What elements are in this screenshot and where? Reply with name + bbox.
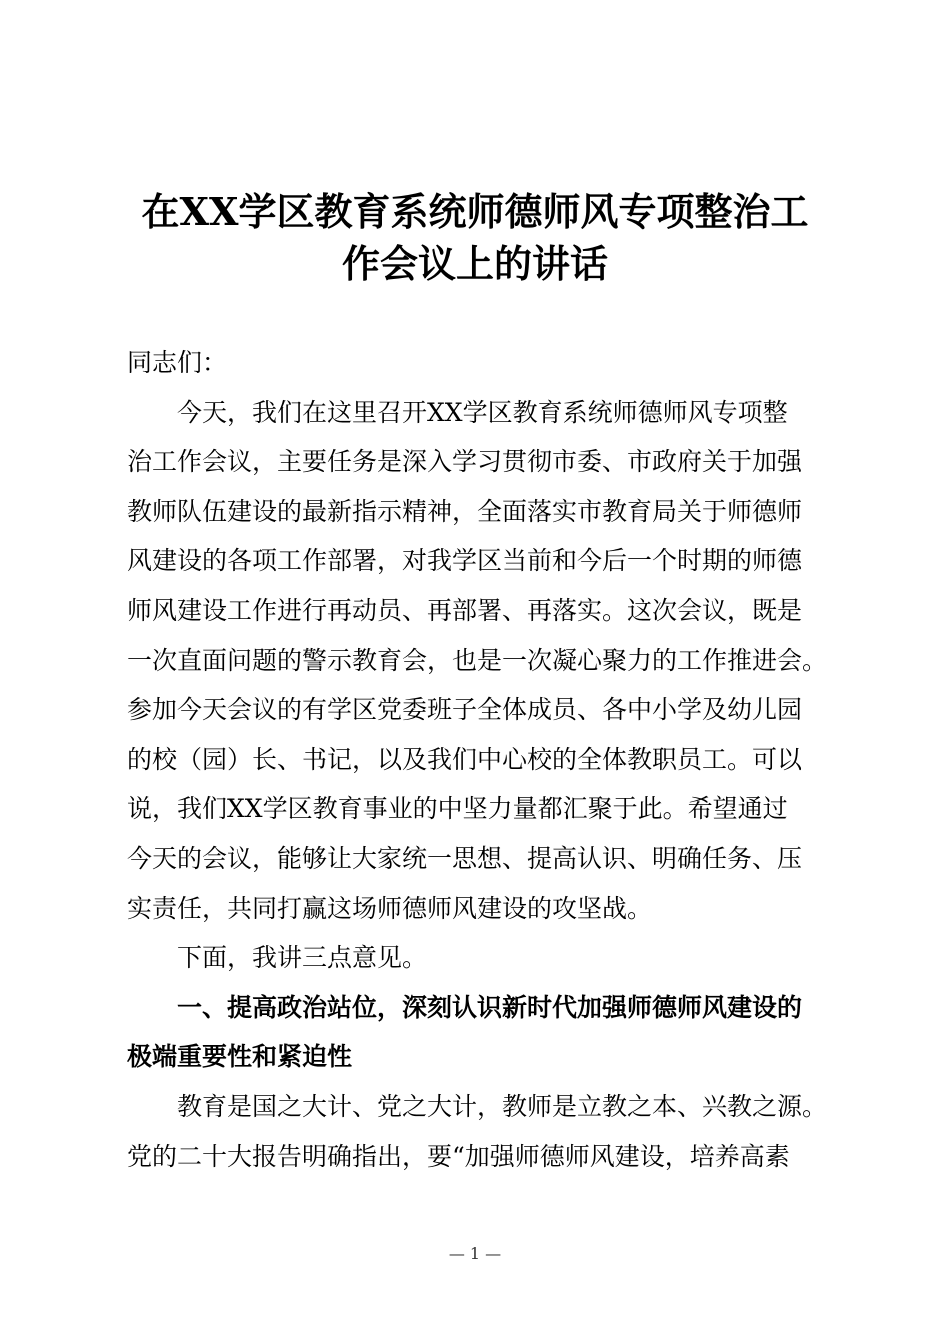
page-number: — 1 — — [448, 1244, 502, 1263]
paragraph-3-line-1: 教育是国之大计、党之大计，教师是立教之本、兴教之源。 — [177, 1091, 828, 1121]
paragraph-1-line-8: 的校（园）长、书记，以及我们中心校的全体教职员工。可以 — [127, 744, 803, 774]
paragraph-1-line-7: 参加今天会议的有学区党委班子全体成员、各中小学及幼儿园 — [127, 695, 803, 725]
paragraph-2: 下面，我讲三点意见。 — [177, 943, 428, 973]
section-heading-1-line-1: 一、提高政治站位，深刻认识新时代加强师德师风建设的 — [177, 992, 803, 1022]
paragraph-1-line-1: 今天，我们在这里召开XX学区教育系统师德师风专项整 — [177, 397, 788, 427]
section-heading-1-line-2: 极端重要性和紧迫性 — [127, 1042, 353, 1072]
salutation: 同志们： — [127, 348, 228, 377]
paragraph-1-line-6: 一次直面问题的警示教育会，也是一次凝心聚力的工作推进会。 — [127, 645, 828, 675]
title-line-1: 在XX学区教育系统师德师风专项整治工 — [141, 189, 809, 234]
paragraph-1-line-5: 师风建设工作进行再动员、再部署、再落实。这次会议，既是 — [127, 595, 803, 625]
paragraph-1-line-4: 风建设的各项工作部署，对我学区当前和今后一个时期的师德 — [127, 546, 803, 576]
document-body — [127, 338, 827, 1181]
paragraph-1-line-10: 今天的会议，能够让大家统一思想、提高认识、明确任务、压 — [127, 843, 803, 873]
title-line-2: 作会议上的讲话 — [341, 241, 608, 286]
paragraph-1-line-3: 教师队伍建设的最新指示精神，全面落实市教育局关于师德师 — [127, 496, 803, 526]
paragraph-1-line-2: 治工作会议，主要任务是深入学习贯彻市委、市政府关于加强 — [127, 447, 803, 477]
paragraph-3-line-2: 党的二十大报告明确指出，要“加强师德师风建设，培养高素 — [127, 1141, 790, 1171]
paragraph-1-line-11: 实责任，共同打赢这场师德师风建设的攻坚战。 — [127, 893, 653, 923]
document-title — [110, 186, 840, 290]
paragraph-1-line-9: 说，我们XX学区教育事业的中坚力量都汇聚于此。希望通过 — [127, 794, 788, 824]
